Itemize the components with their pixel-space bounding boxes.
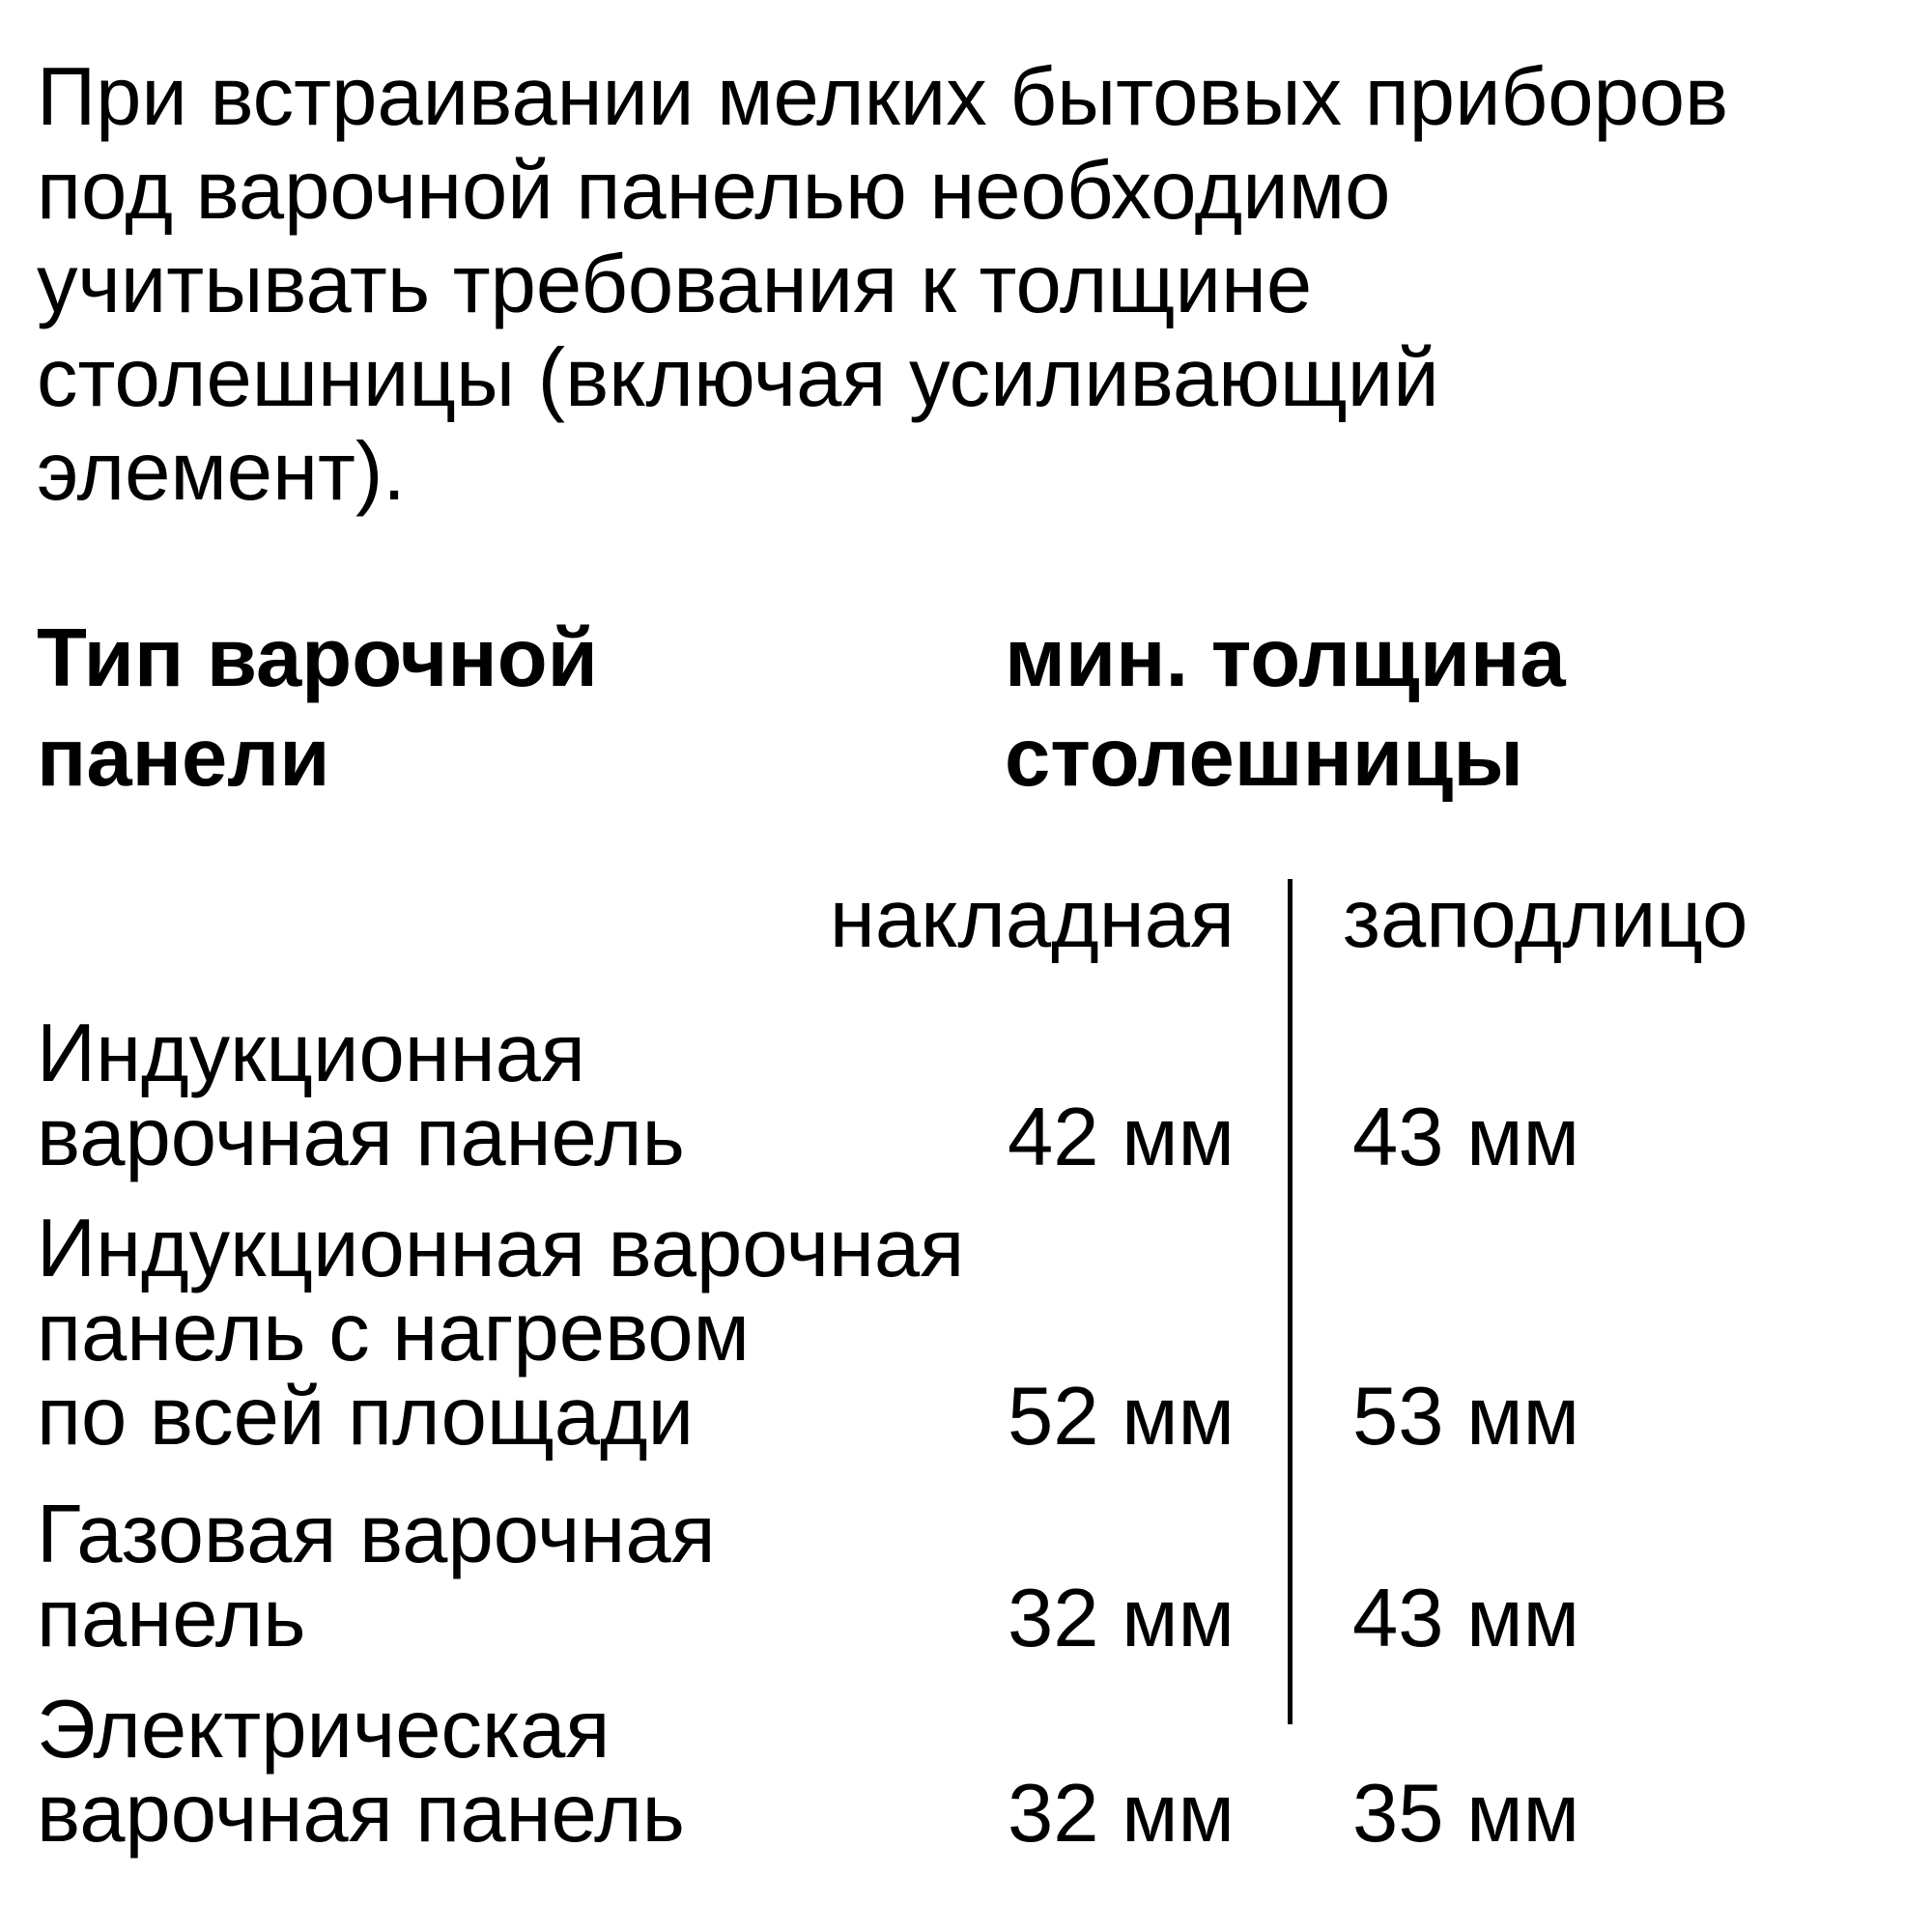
row-label-induction: Индукционная варочная панель [37,1008,685,1183]
row-value-induction-overlay: 42 мм [1007,1092,1235,1183]
column-header-min-thickness: мин. толщина столешницы [1005,612,1566,804]
row-label-gas: Газовая варочная панель [37,1489,716,1664]
subheader-overlay: накладная [829,873,1235,965]
row-value-electric-flush: 35 мм [1352,1768,1580,1860]
row-value-gas-flush: 43 мм [1352,1573,1580,1664]
intro-paragraph: При встраивании мелких бытовых приборов под варочной панелью необходимо учитывать требования к толщине столешницы (включая усиливающий элемент). [37,51,1729,518]
row-label-electric: Электрическая варочная панель [37,1684,685,1860]
row-value-electric-overlay: 32 мм [1007,1768,1235,1860]
subheader-flush: заподлицо [1343,873,1748,965]
column-header-hob-type: Тип варочной панели [37,612,598,804]
row-value-gas-overlay: 32 мм [1007,1573,1235,1664]
column-divider [1288,879,1293,1724]
row-value-induction-flush: 43 мм [1352,1092,1580,1183]
row-value-induction-full-area-flush: 53 мм [1352,1371,1580,1463]
row-value-induction-full-area-overlay: 52 мм [1007,1371,1235,1463]
row-label-induction-full-area: Индукционная варочная панель с нагревом по всей площади [37,1203,965,1463]
